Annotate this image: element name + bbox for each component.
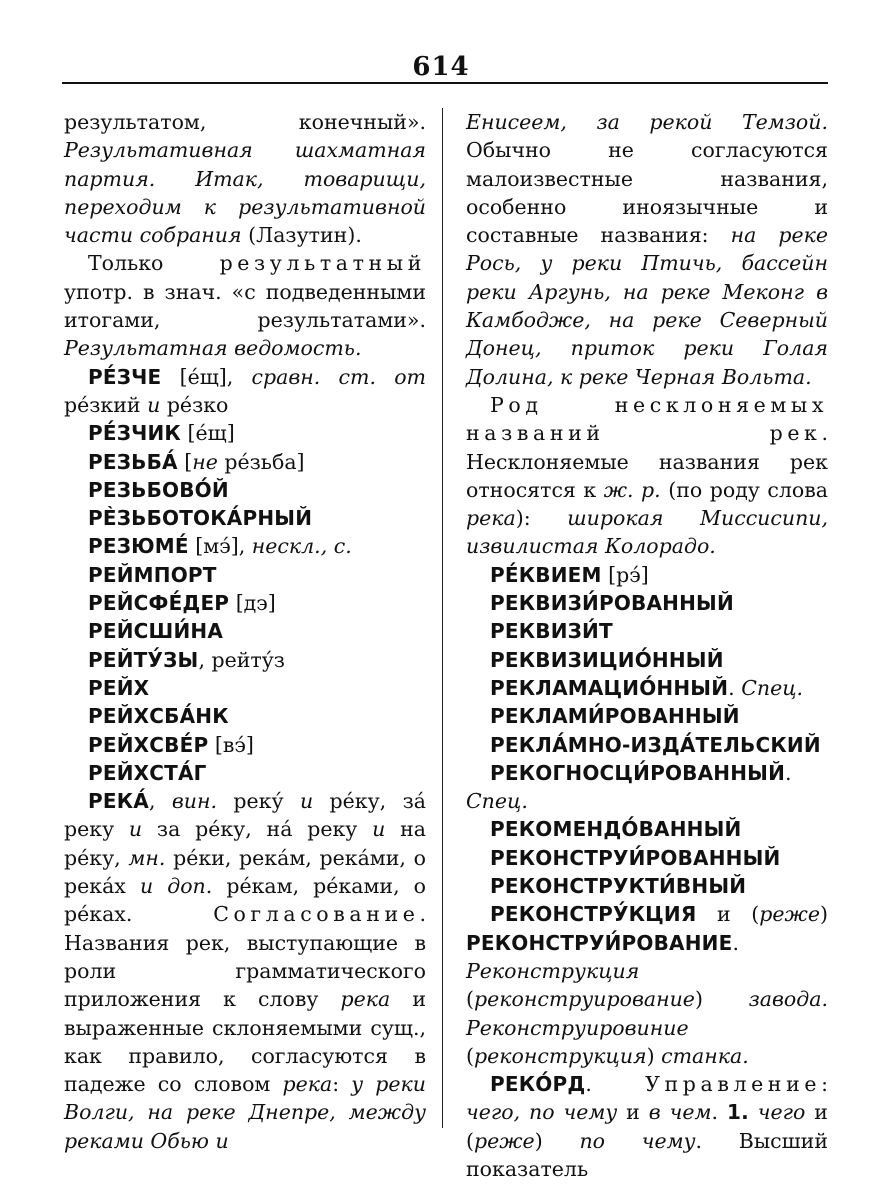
entry-reklamatsionny [466, 674, 828, 702]
text-run: ) [646, 1043, 662, 1068]
entry-reka-continued [466, 108, 828, 391]
column-divider [442, 108, 443, 1128]
example-text: завода. Реконструировиние [466, 987, 828, 1040]
entry-reklamirovanny [466, 702, 828, 730]
example-text: реконструкция [474, 1043, 647, 1068]
entry-reimport [64, 561, 426, 589]
text-run: (по роду слова [660, 477, 828, 502]
entry-reykhsver [64, 731, 426, 759]
text-run: ре́кам, ре́ками, о ре́ках. [64, 874, 427, 927]
example-text: на реке Рось, у реки Птичь, бассейн реки Аргунь, на реке Меконг в Камбодже, на реке Северный Донец, приток реки Голая Долина, к реке Черная Вольта. [466, 223, 828, 389]
text-run: [вэ́] [208, 732, 254, 757]
text-run: ре́зьба] [217, 449, 305, 474]
entry-rekvizirovanny [466, 589, 828, 617]
text-run: ) [820, 902, 828, 927]
example-text: вин. [171, 789, 218, 814]
text-run [749, 1100, 758, 1124]
example-text: и доп. [139, 874, 213, 899]
headword: РЕКВИЗИ́Т [490, 619, 613, 644]
example-text: реконструирование [474, 987, 695, 1012]
example-text: река [340, 987, 391, 1012]
section-label: Род несклоняемых названий рек [466, 392, 828, 446]
text-run: , рейту́з [198, 647, 285, 672]
headword: РЕЙХСТА́Г [88, 760, 207, 785]
entry-text [64, 108, 426, 249]
entry-rekognostsirovanny [466, 759, 828, 816]
text-run: ) [534, 1128, 580, 1153]
text-run: [рэ́] [601, 562, 649, 587]
headword: РЕЙХСБА́НК [88, 704, 229, 729]
text-run: . [728, 675, 742, 700]
headword: РЕКОГНОСЦИ́РОВАННЫЙ [490, 760, 786, 785]
example-text: река [282, 1072, 333, 1097]
headword: РЕЗЬБОВО́Й [88, 477, 229, 502]
entry-reysshina [64, 617, 426, 645]
headword: 1. [726, 1100, 749, 1125]
entry-rekvizit [466, 617, 828, 645]
example-text: ж. р. [603, 477, 661, 502]
text-run: , [148, 789, 172, 814]
headword: РЕКА́ [88, 789, 149, 814]
text-run: на ре́ку, [64, 817, 426, 870]
entry-rezbovoy [64, 476, 426, 504]
text-run: . Высший показатель [466, 1128, 828, 1181]
example-text: сравн. ст. от [251, 364, 426, 389]
example-text: чего [757, 1100, 806, 1125]
example-text: по чему [579, 1128, 696, 1153]
headword: РЕКОМЕНДО́ВАННЫЙ [490, 817, 742, 842]
example-text: Енисеем, за рекой Темзой. [466, 110, 828, 134]
entry-rezba [64, 448, 426, 476]
example-text: у реки Волги, на реке Днепре, между реками Обью и [64, 1072, 426, 1153]
example-text: Реконструкция [466, 958, 640, 983]
page-number: 614 [412, 52, 470, 82]
entry-reytuzy [64, 646, 426, 674]
header-rule [62, 82, 828, 84]
headword: РЕКЛА́МНО-ИЗДА́ТЕЛЬСКИЙ [490, 732, 821, 757]
text-run: и выраженные склоняемыми сущ., как правило, согласуются в падеже со словом [64, 987, 426, 1097]
example-text: станка. [661, 1043, 749, 1068]
headword: РЕКО́РД [490, 1072, 586, 1097]
headword: РЕЙХ [88, 675, 150, 700]
headword: РЕЙТУ́ЗЫ [88, 647, 199, 672]
headword: РЕКВИЗИЦИО́ННЫЙ [490, 647, 724, 672]
entry-rekomendovanny [466, 815, 828, 843]
section-label: Согласование [213, 902, 420, 927]
headword: РЕКОНСТРУКТИ́ВНЫЙ [490, 874, 747, 899]
text-run: и [617, 1100, 649, 1125]
text-run: ( [466, 1043, 474, 1068]
entry-rekord [466, 1070, 828, 1183]
text-run: и ( [696, 902, 760, 927]
headword: РЕКОНСТРУИ́РОВАНИЕ [466, 930, 733, 955]
entry-rekonstruktsiya [466, 900, 828, 1070]
entry-rekviem [466, 561, 828, 589]
text-run: Обычно не согласуются малоизвестные названия, особенно иноязычные и составные названия: [466, 138, 828, 248]
text-run: результатом, конечный». [64, 110, 426, 134]
text-run: ре́зкий [64, 392, 148, 417]
example-text: не [192, 449, 218, 474]
section-label: Управление [645, 1072, 822, 1097]
headword: РЕЙХСВЕ́Р [88, 732, 209, 757]
example-text: в чем [648, 1100, 712, 1125]
entry-rezyume [64, 532, 426, 560]
headword: РЕКЛАМАЦИО́ННЫЙ [490, 675, 729, 700]
headword: РЕЙСШИ́НА [88, 619, 223, 644]
example-text: Спец. [466, 789, 528, 814]
headword: РЕЙСФЕ́ДЕР [88, 591, 230, 616]
text-run: . Несклоняемые названия рек относятся к [466, 421, 828, 502]
text-run: реку́ [217, 789, 300, 814]
text-run: ): [515, 506, 568, 531]
example-text: Результатная ведомость. [64, 336, 362, 361]
text-run: [е́щ] [180, 421, 235, 446]
headword: РЕЗЮМЕ́ [88, 534, 189, 559]
text-run: [дэ] [229, 591, 276, 616]
text-run: [ [177, 449, 193, 474]
example-text: и [128, 817, 143, 842]
example-text: и [147, 392, 161, 417]
usage-note [64, 249, 426, 362]
headword: РЕ́КВИЕМ [490, 562, 602, 587]
text-run: за ре́ку, на́ реку [142, 817, 373, 842]
headword: РЕЙМПОРТ [88, 562, 217, 587]
headword: РЕКОНСТРУ́КЦИЯ [490, 902, 697, 927]
example-text: чего, по чему [466, 1100, 618, 1125]
text-run: [е́щ], [161, 364, 252, 389]
headword: РЕКЛАМИ́РОВАННЫЙ [490, 704, 740, 729]
text-run: [мэ́], [188, 534, 252, 559]
example-text: широкая Миссисипи, извилистая Колорадо. [466, 506, 828, 559]
text-run: ре́ку, за́ реку [64, 789, 426, 842]
entry-rekvizitsionny [466, 646, 828, 674]
text-run: ре́зко [160, 392, 229, 417]
text-run: (Лазутин). [241, 223, 362, 248]
headword: РЕ́ЗЧЕ [88, 364, 162, 389]
text-run: . Названия рек, выступающие в роли грамматического приложения к слову [64, 902, 426, 1012]
right-column [466, 108, 828, 1183]
example-text: мн. [128, 845, 166, 870]
text-run: . [732, 930, 739, 955]
text-run: ре́ки, река́м, река́ми, о река́х [64, 845, 426, 899]
headword: РЕКВИЗИ́РОВАННЫЙ [490, 591, 734, 616]
text-run: . [785, 760, 792, 785]
text-run: Только [88, 251, 220, 276]
example-text: и [299, 789, 314, 814]
entry-rezbotokarny [64, 504, 426, 532]
text-run: . [711, 1100, 727, 1125]
headword: РЀЗЬБОТОКА́РНЫЙ [88, 506, 313, 531]
text-run: . [585, 1072, 646, 1097]
left-column [64, 108, 426, 1155]
headword: РЕЗЬБА́ [88, 449, 178, 474]
example-text: река [466, 506, 516, 531]
text-run: : [332, 1072, 352, 1097]
entry-rezchik [64, 419, 426, 447]
example-text: нескл., с. [251, 534, 352, 559]
entry-rezche [64, 363, 426, 420]
entry-reysfeder [64, 589, 426, 617]
example-text: Результативная шахматная партия. Итак, товарищи, переходим к результативной части собрания [64, 138, 426, 248]
entry-rekonstruktivny [466, 872, 828, 900]
example-text: Спец. [741, 675, 804, 700]
entry-reykhstag [64, 759, 426, 787]
entry-reykhsbank [64, 702, 426, 730]
entry-rekonstruirovanny [466, 844, 828, 872]
section-label: результатный [219, 251, 426, 276]
text-run: : [821, 1072, 828, 1097]
gender-note [466, 391, 828, 561]
text-run: и ( [466, 1100, 828, 1153]
text-run: ) [694, 987, 749, 1012]
example-text: реже [759, 902, 820, 927]
entry-reka [64, 787, 426, 1155]
text-run: ( [466, 987, 474, 1012]
example-text: и [372, 817, 386, 842]
text-run: употр. в знач. «с подведенными итогами, результатами». [64, 279, 426, 333]
headword: РЕКОНСТРУИ́РОВАННЫЙ [490, 845, 781, 870]
headword: РЕ́ЗЧИК [88, 421, 181, 446]
entry-reklamno-izdatelsky [466, 731, 828, 759]
example-text: реже [474, 1128, 535, 1153]
entry-reykh [64, 674, 426, 702]
